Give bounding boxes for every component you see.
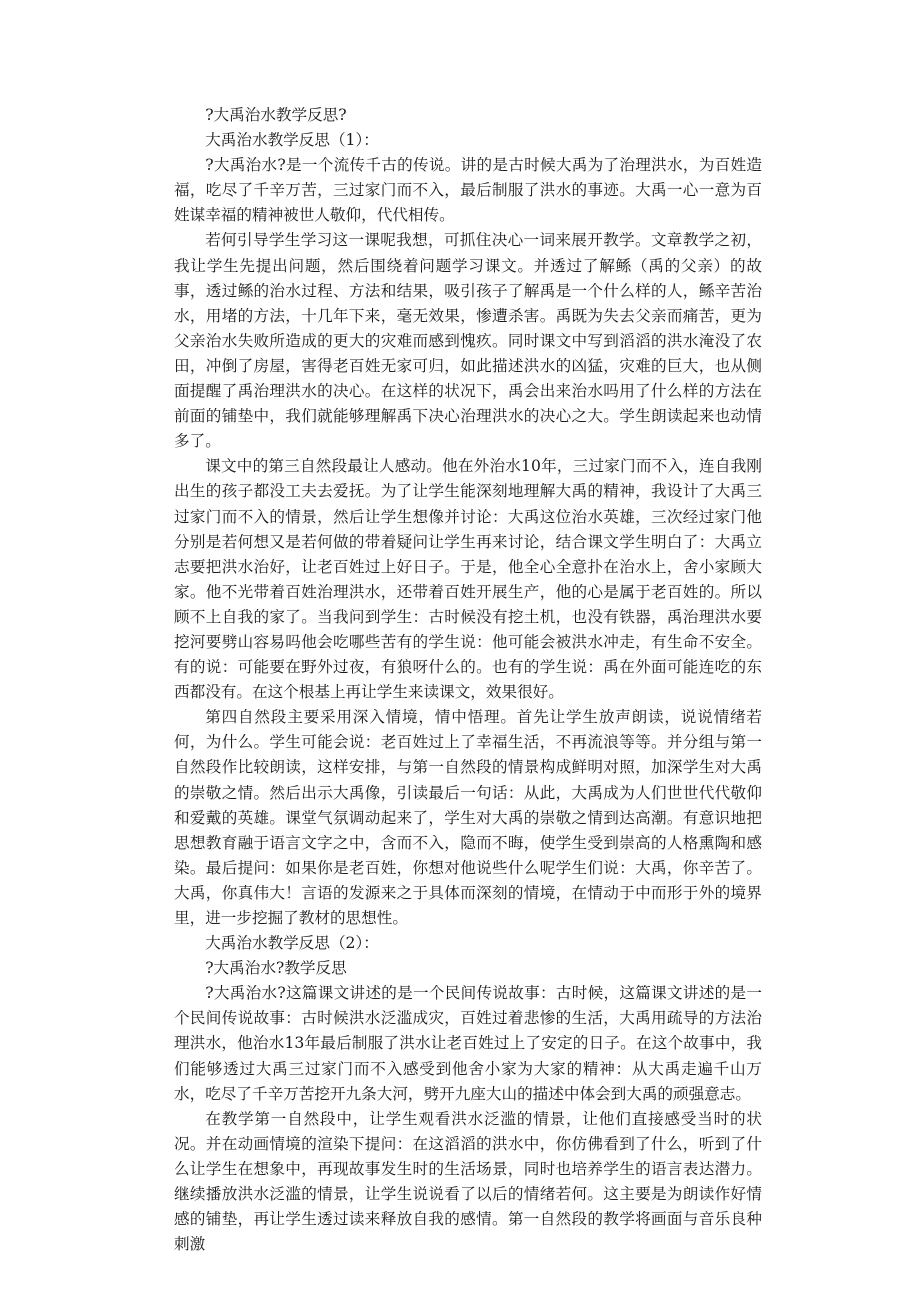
section-heading-1: 大禹治水教学反思（1）：: [205, 131, 379, 150]
section-heading-2: 大禹治水教学反思（2）：: [205, 934, 379, 953]
paragraph: 在教学第一自然段中，让学生观看洪水泛滥的情景，让他们直接感受当时的状况。并在动画情境的渲染下提问：在这滔滔的洪水中，你仿佛看到了什么，听到了什么让学生在想象中，再现故事发生时的生活场景，同时也培养学生的语言表达潜力。继续播放洪水泛滥的情景，让学生说说看了以后的情绪若何。这主要是为朗读作好情感的铺垫，再让学生透过读来释放自我的感情。第一自然段的教学将画面与音乐良种刺激: [174, 1109, 762, 1254]
paragraph: ?大禹治水?这篇课文讲述的是一个民间传说故事：古时候，这篇课文讲述的是一个民间传说故事：古时候洪水泛滥成灾，百姓过着悲惨的生活，大禹用疏导的方法治理洪水，他治水13年最后制服了洪水让老百姓过上了安定的日子。在这个故事中，我们能够透过大禹三过家门而不入感受到他舍小家为大家的精神：从大禹走遍千山万水，吃尽了千辛万苦挖开九条大河，劈开九座大山的描述中体会到大禹的顽强意志。: [174, 984, 762, 1103]
document-title: ?大禹治水教学反思?: [205, 106, 347, 124]
paragraph: 第四自然段主要采用深入情境，情中悟理。首先让学生放声朗读，说说情绪若何，为什么。学生可能会说：老百姓过上了幸福生活，不再流浪等等。并分组与第一自然段作比较朗读，这样安排，与第一自然段的情景构成鲜明对照，加深学生对大禹的崇敬之情。然后出示大禹像，引读最后一句话：从此，大禹成为人们世世代代敬仰和爱戴的英雄。课堂气氛调动起来了，学生对大禹的崇敬之情到达高潮。有意识地把思想教育融于语言文字之中，含而不入，隐而不晦，使学生受到崇高的人格熏陶和感染。最后提问：如果你是老百姓，你想对他说些什么呢学生们说：大禹，你辛苦了。大禹，你真伟大！言语的发源来之于具体而深刻的情境，在情动于中而形于外的境界里，进一步挖掘了教材的思想性。: [174, 708, 762, 927]
paragraph: 若何引导学生学习这一课呢我想，可抓住决心一词来展开教学。文章教学之初，我让学生先提出问题，然后围绕着问题学习课文。并透过了解鲧（禹的父亲）的故事，透过鲧的治水过程、方法和结果，吸引孩子了解禹是一个什么样的人，鲧辛苦治水，用堵的方法，十几年下来，毫无效果，惨遭杀害。禹既为失去父亲而痛苦，更为父亲治水失败所造成的更大的灾难而感到愧疚。同时课文中写到滔滔的洪水淹没了农田，冲倒了房屋，害得老百姓无家可归，如此描述洪水的凶猛，灾难的巨大，也从侧面提醒了禹治理洪水的决心。在这样的状况下，禹会出来治水吗用了什么样的方法在前面的铺垫中，我们就能够理解禹下决心治理洪水的决心之大。学生朗读起来也动情多了。: [174, 231, 762, 451]
section-subtitle: ?大禹治水?教学反思: [205, 959, 347, 978]
paragraph: 课文中的第三自然段最让人感动。他在外治水10年，三过家门而不入，连自我刚出生的孩子都没工夫去爱抚。为了让学生能深刻地理解大禹的精神，我设计了大禹三过家门而不入的情景，然后让学生想像并讨论：大禹这位治水英雄，三次经过家门他分别是若何想又是若何做的带着疑问让学生再来讨论，结合课文学生明白了：大禹立志要把洪水治好，让老百姓过上好日子。于是，他全心全意扑在治水上，舍小家顾大家。他不光带着百姓治理洪水，还带着百姓开展生产，他的心是属于老百姓的。所以顾不上自我的家了。当我问到学生：古时候没有挖土机，也没有铁器，禹治理洪水要挖河要劈山容易吗他会吃哪些苦有的学生说：他可能会被洪水冲走，有生命不安全。有的说：可能要在野外过夜，有狼呀什么的。也有的学生说：禹在外面可能连吃的东西都没有。在这个根基上再让学生来读课文，效果很好。: [174, 457, 762, 702]
document-body: [174, 103, 762, 1257]
paragraph: ?大禹治水?是一个流传千古的传说。讲的是古时候大禹为了治理洪水，为百姓造福，吃尽了千辛万苦，三过家门而不入，最后制服了洪水的事迹。大禹一心一意为百姓谋幸福的精神被世人敬仰，代代相传。: [174, 156, 762, 225]
